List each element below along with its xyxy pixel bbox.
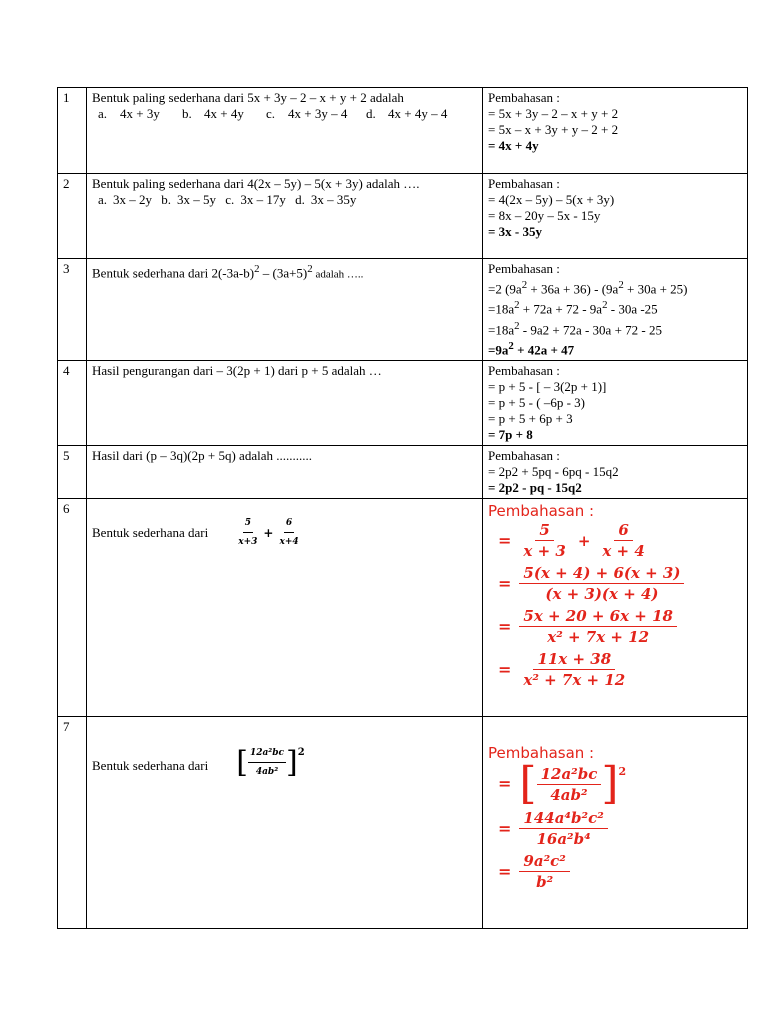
solution-answer: = $\frac{\text{9a²c²}}{\text{b²}}$	[498, 853, 742, 890]
question-cell	[87, 259, 483, 361]
option: c. 4x + 3y – 4	[266, 106, 348, 121]
row-number: 7	[58, 717, 87, 929]
question-text: Bentuk sederhana dari $\frac{5}{x+3}$ + $\frac{6}{x+4}$	[92, 515, 477, 550]
solution-cell	[483, 446, 748, 499]
solution-step: $=18a^2 - 9a2 + 72a - 30a + 72 - 25$	[488, 319, 662, 337]
answer-options	[92, 106, 477, 122]
solution-cell	[483, 174, 748, 259]
solution-cell	[483, 361, 748, 446]
row-number: 1	[58, 88, 87, 174]
solution-heading: Pembahasan :	[488, 502, 595, 521]
table-row	[58, 259, 748, 361]
solution-step: = $\frac{\text{144a⁴b²c²}}{\text{16a²b⁴}}$	[498, 810, 742, 847]
row-number: 5	[58, 446, 87, 499]
solution-step: = p + 5 + 6p + 3	[488, 411, 573, 427]
question-cell	[87, 499, 483, 717]
table-row	[58, 361, 748, 446]
solution-answer: = 7p + 8	[488, 427, 533, 443]
question-expression: $\frac{5}{x+3}$ + $\frac{6}{x+4}$	[236, 515, 300, 550]
questions-table	[57, 87, 748, 929]
row-number: 6	[58, 499, 87, 717]
solution-cell	[483, 88, 748, 174]
solution-answer: = 2p2 - pq - 15q2	[488, 480, 582, 496]
question-cell	[87, 88, 483, 174]
table-row	[58, 446, 748, 499]
solution-answer: = 4x + 4y	[488, 138, 539, 153]
solution-step: = $\frac{5}{x + 3}$ + $\frac{6}{x + 4}$	[498, 521, 645, 561]
solution-answer: = $\frac{11x + 38}{\text{x² + 7x + 12}}$	[498, 650, 626, 690]
solution-step: = 5x – x + 3y + y – 2 + 2	[488, 122, 619, 137]
solution-step: = 4(2x – 5y) – 5(x + 3y)	[488, 192, 615, 207]
option: b. 4x + 4y	[182, 106, 244, 121]
solution-step: = $\frac{5(x + 4) + 6(x + 3)}{(x + 3)(x + 4)}$	[498, 565, 742, 602]
question-text: Bentuk sederhana dari [ $\frac{\text{12a²bc}}{\text{4ab²}}$ ] 2	[92, 744, 305, 780]
solution-cell	[483, 499, 748, 717]
solution-step: = [ $\frac{\text{12a²bc}}{\text{4ab²}}$ ] $^2$	[498, 758, 627, 810]
row-number: 3	[58, 259, 87, 361]
solution-step: = $\frac{5x + 20 + 6x + 18}{\text{x² + 7x + 12}}$	[498, 608, 742, 645]
solution-heading: Pembahasan :	[488, 176, 560, 191]
solution-step: = 2p2 + 5pq - 6pq - 15q2	[488, 464, 619, 480]
question-text: Bentuk paling sederhana dari 4(2x – 5y) – 5(x + 3y) adalah ….	[92, 176, 420, 191]
table-row	[58, 717, 748, 929]
solution-cell	[483, 259, 748, 361]
solution-step: = 5x + 3y – 2 – x + y + 2	[488, 106, 619, 121]
row-number: 4	[58, 361, 87, 446]
solution-step: = p + 5 - ( –6p - 3)	[488, 395, 585, 411]
solution-step: = 8x – 20y – 5x - 15y	[488, 208, 601, 223]
solution-heading: Pembahasan :	[488, 744, 595, 763]
solution-heading: Pembahasan :	[488, 261, 560, 276]
solution-heading: Pembahasan :	[488, 363, 560, 379]
question-text: Hasil pengurangan dari – 3(2p + 1) dari p + 5 adalah …	[92, 363, 382, 379]
solution-answer: = 3x - 35y	[488, 224, 542, 239]
question-text: Bentuk paling sederhana dari 5x + 3y – 2 – x + y + 2 adalah	[92, 90, 404, 105]
solution-step: = p + 5 - [ – 3(2p + 1)]	[488, 379, 607, 395]
solution-heading: Pembahasan :	[488, 90, 560, 105]
table-row	[58, 88, 748, 174]
question-cell	[87, 361, 483, 446]
solution-heading: Pembahasan :	[488, 448, 560, 464]
table-row	[58, 174, 748, 259]
question-cell	[87, 717, 483, 929]
solution-cell	[483, 717, 748, 929]
table-row	[58, 499, 748, 717]
solution-step: =2 $(9a^2 + 36a + 36) - (9a^2 + 30a + 25)$	[488, 279, 688, 297]
question-cell	[87, 174, 483, 259]
option: d. 4x + 4y – 4	[366, 106, 448, 121]
solution-answer: $=9a^2 + 42a + 47$	[488, 339, 575, 358]
answer-options: a. 3x – 2y b. 3x – 5y c. 3x – 17y d. 3x – 35y	[98, 192, 357, 207]
question-cell	[87, 446, 483, 499]
question-text: Hasil dari (p – 3q)(2p + 5q) adalah ...........	[92, 448, 312, 464]
option: a. 4x + 3y	[98, 106, 160, 121]
question-text: Bentuk sederhana dari $2(-3a-b)^2 - (3a+5)^2$ adalah …..	[92, 263, 364, 281]
solution-step: $=18a^2 + 72a + 72 - 9a^2 - 30a$ -25	[488, 299, 658, 317]
row-number: 2	[58, 174, 87, 259]
question-expression: [ $\frac{\text{12a²bc}}{\text{4ab²}}$ ] 2	[236, 744, 305, 780]
